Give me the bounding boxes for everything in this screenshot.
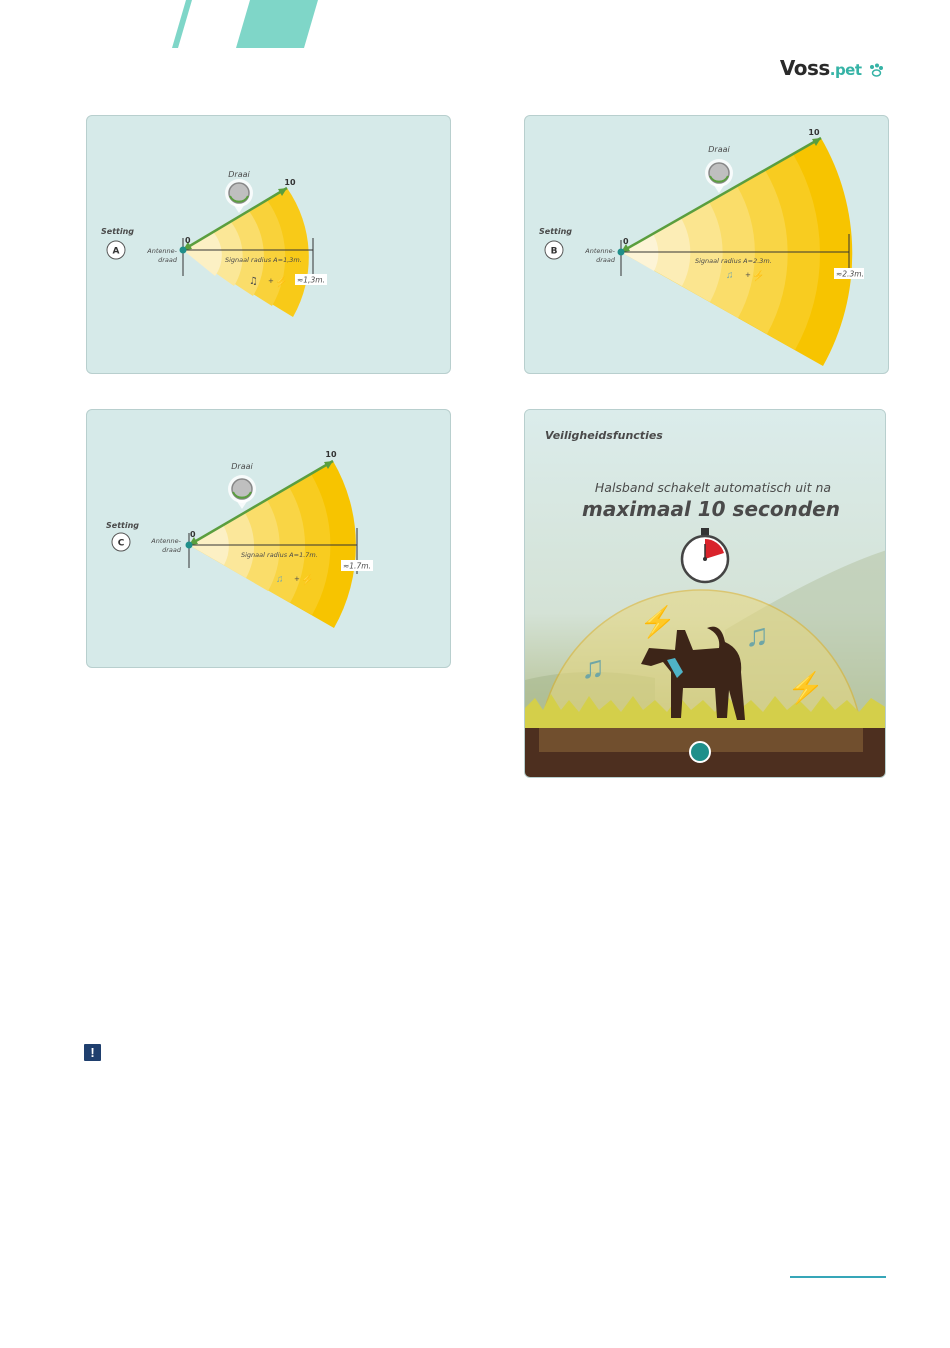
zero-label: 0 <box>185 236 191 245</box>
antenna-dot <box>186 542 193 549</box>
knob-label: Draai <box>231 462 253 471</box>
antenna-dot <box>618 249 625 256</box>
max-value-label: 10 <box>284 178 296 187</box>
zero-label: 0 <box>623 237 629 246</box>
distance-label: ≈2.3m. <box>836 269 864 279</box>
antenna-label-2: draad <box>162 546 181 554</box>
logo-suffix: .pet <box>829 61 862 79</box>
zero-label: 0 <box>190 530 196 539</box>
lightning-icon: ⚡ <box>301 575 314 586</box>
max-value-label: 10 <box>808 128 820 137</box>
music-note-icon-right: ♫ <box>745 617 769 653</box>
lightning-icon: ⚡ <box>275 277 288 288</box>
distance-label: ≈1.7m. <box>343 561 371 571</box>
plus-label: + <box>294 575 300 583</box>
signal-sector-a <box>183 188 309 317</box>
music-note-icon-left: ♫ <box>581 649 605 685</box>
distance-label: ≈1,3m. <box>297 275 325 285</box>
antenna-label-2: draad <box>158 256 177 264</box>
safety-heading: Veiligheidsfuncties <box>545 429 663 442</box>
safety-line-1: Halsband schakelt automatisch uit na <box>594 480 832 495</box>
radius-label: Signaal radius A=1,3m. <box>225 256 302 264</box>
header-stripe-thin <box>172 0 192 48</box>
logo-main: Voss <box>779 56 830 80</box>
brand-logo <box>780 56 884 80</box>
setting-badge: B <box>550 246 558 257</box>
setting-label: Setting <box>539 227 572 236</box>
knob-label: Draai <box>708 145 730 154</box>
setting-a-panel <box>86 115 451 374</box>
setting-badge: C <box>117 538 125 549</box>
knob-icon <box>705 159 733 193</box>
footer-divider <box>790 1276 886 1278</box>
antenna-label-2: draad <box>596 256 615 264</box>
antenna-dot <box>180 247 187 254</box>
paw-icon <box>868 63 884 77</box>
antenna-label-1: Antenne- <box>147 247 177 255</box>
setting-b-panel <box>524 115 889 374</box>
antenna-marker <box>690 742 710 762</box>
music-note-icon: ♫ <box>249 276 258 287</box>
radius-label: Signaal radius A=2.3m. <box>695 257 772 265</box>
exclamation-icon: ! <box>84 1044 101 1061</box>
setting-badge: A <box>112 246 120 257</box>
safety-illustration <box>525 410 886 778</box>
setting-a-diagram <box>87 116 451 374</box>
setting-c-diagram <box>87 410 451 668</box>
antenna-label-1: Antenne- <box>151 537 181 545</box>
music-note-icon: ♫ <box>726 270 734 281</box>
music-note-icon: ♫ <box>276 574 284 585</box>
lightning-icon-top: ⚡ <box>639 606 677 639</box>
setting-c-panel <box>86 409 451 668</box>
safety-line-2: maximaal 10 seconden <box>582 497 840 521</box>
header-decoration <box>0 0 950 60</box>
radius-label: Signaal radius A=1.7m. <box>241 551 318 559</box>
safety-panel <box>524 409 886 778</box>
header-stripe-wide <box>236 0 318 48</box>
lightning-icon: ⚡ <box>752 271 765 282</box>
antenna-label-1: Antenne- <box>585 247 615 255</box>
knob-icon <box>228 475 256 509</box>
setting-label: Setting <box>106 521 139 530</box>
knob-icon <box>225 179 253 213</box>
plus-label: + <box>745 271 751 279</box>
knob-label: Draai <box>228 170 250 179</box>
max-value-label: 10 <box>325 450 337 459</box>
lightning-icon-right: ⚡ <box>787 672 825 705</box>
plus-label: + <box>268 277 274 285</box>
setting-b-diagram <box>525 116 889 374</box>
setting-label: Setting <box>101 227 134 236</box>
